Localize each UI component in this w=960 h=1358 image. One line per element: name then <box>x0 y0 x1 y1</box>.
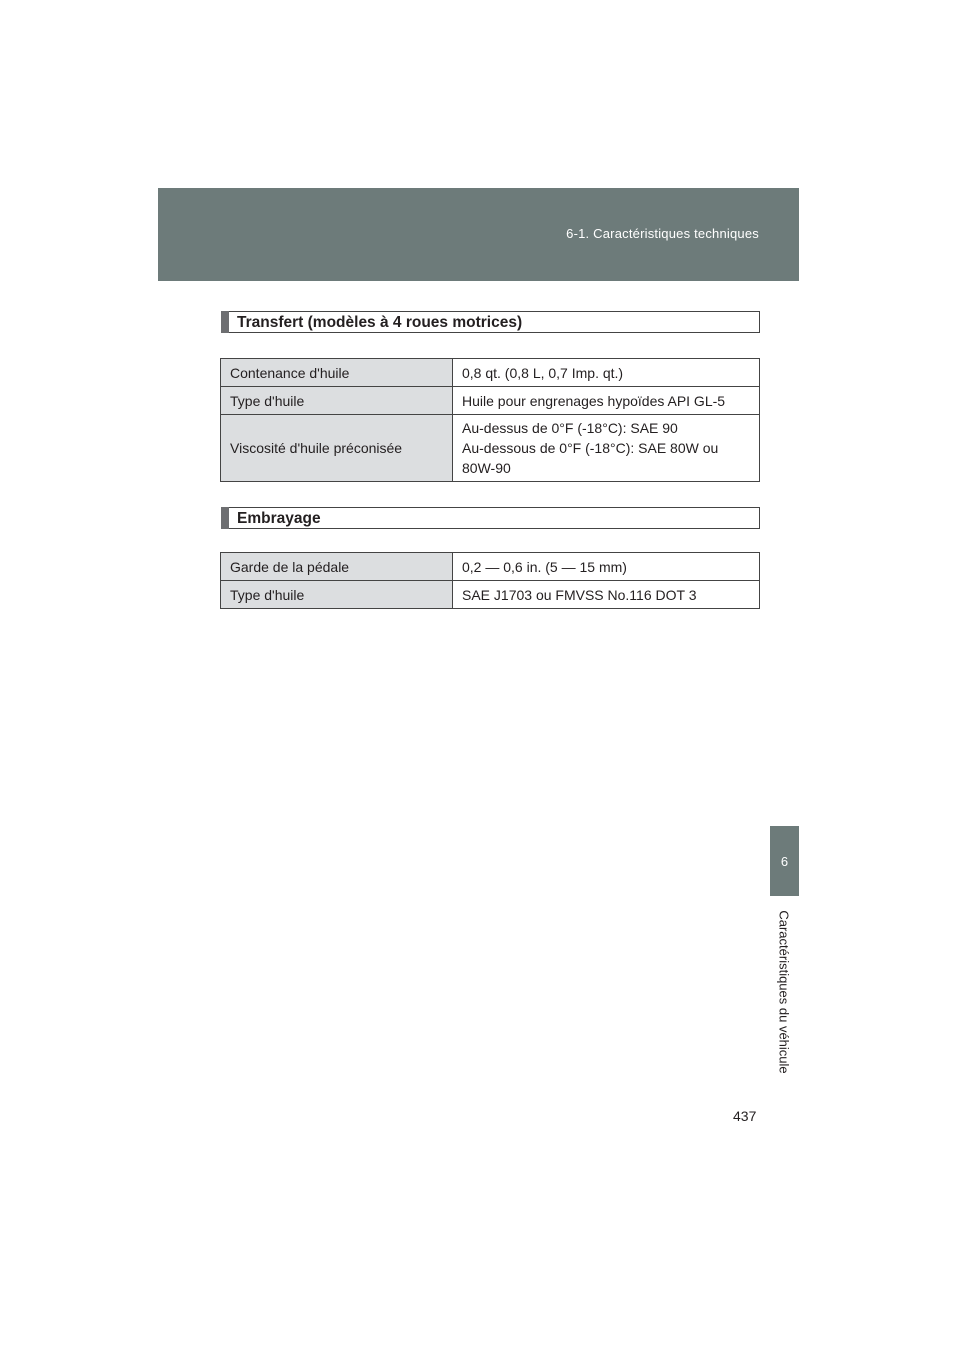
spec-label: Contenance d'huile <box>221 359 453 387</box>
table-row <box>221 415 760 482</box>
transfert-spec-table <box>220 358 760 482</box>
chapter-number: 6 <box>780 854 789 869</box>
heading-accent-bar <box>221 311 229 333</box>
spec-value: 0,2 — 0,6 in. (5 — 15 mm) <box>453 553 760 581</box>
spec-label: Type d'huile <box>221 387 453 415</box>
page-number: 437 <box>733 1108 757 1124</box>
spec-value: Huile pour engrenages hypoïdes API GL-5 <box>453 387 760 415</box>
spec-value-line: Au-dessous de 0°F (-18°C): SAE 80W ou <box>462 440 719 456</box>
spec-label: Viscosité d'huile préconisée <box>221 415 453 482</box>
section-heading-transfert <box>221 311 760 333</box>
spec-label: Garde de la pédale <box>221 553 453 581</box>
spec-value: SAE J1703 ou FMVSS No.116 DOT 3 <box>453 581 760 609</box>
header-band <box>158 188 799 281</box>
section-heading-text: Embrayage <box>237 510 321 527</box>
table-row <box>221 553 760 581</box>
table-row <box>221 359 760 387</box>
spec-value-line: Au-dessus de 0°F (-18°C): SAE 90 <box>462 420 678 436</box>
section-breadcrumb: 6-1. Caractéristiques techniques <box>566 226 759 241</box>
spec-label: Type d'huile <box>221 581 453 609</box>
section-heading-text: Transfert (modèles à 4 roues motrices) <box>237 314 523 331</box>
chapter-label: Caractéristiques du véhicule <box>776 910 792 1074</box>
spec-value: 0,8 qt. (0,8 L, 0,7 Imp. qt.) <box>453 359 760 387</box>
spec-value <box>453 415 760 482</box>
section-heading-embrayage <box>221 507 760 529</box>
embrayage-spec-table <box>220 552 760 609</box>
table-row <box>221 581 760 609</box>
table-row <box>221 387 760 415</box>
spec-value-line: 80W-90 <box>462 460 511 476</box>
chapter-tab[interactable] <box>770 826 799 896</box>
heading-accent-bar <box>221 507 229 529</box>
